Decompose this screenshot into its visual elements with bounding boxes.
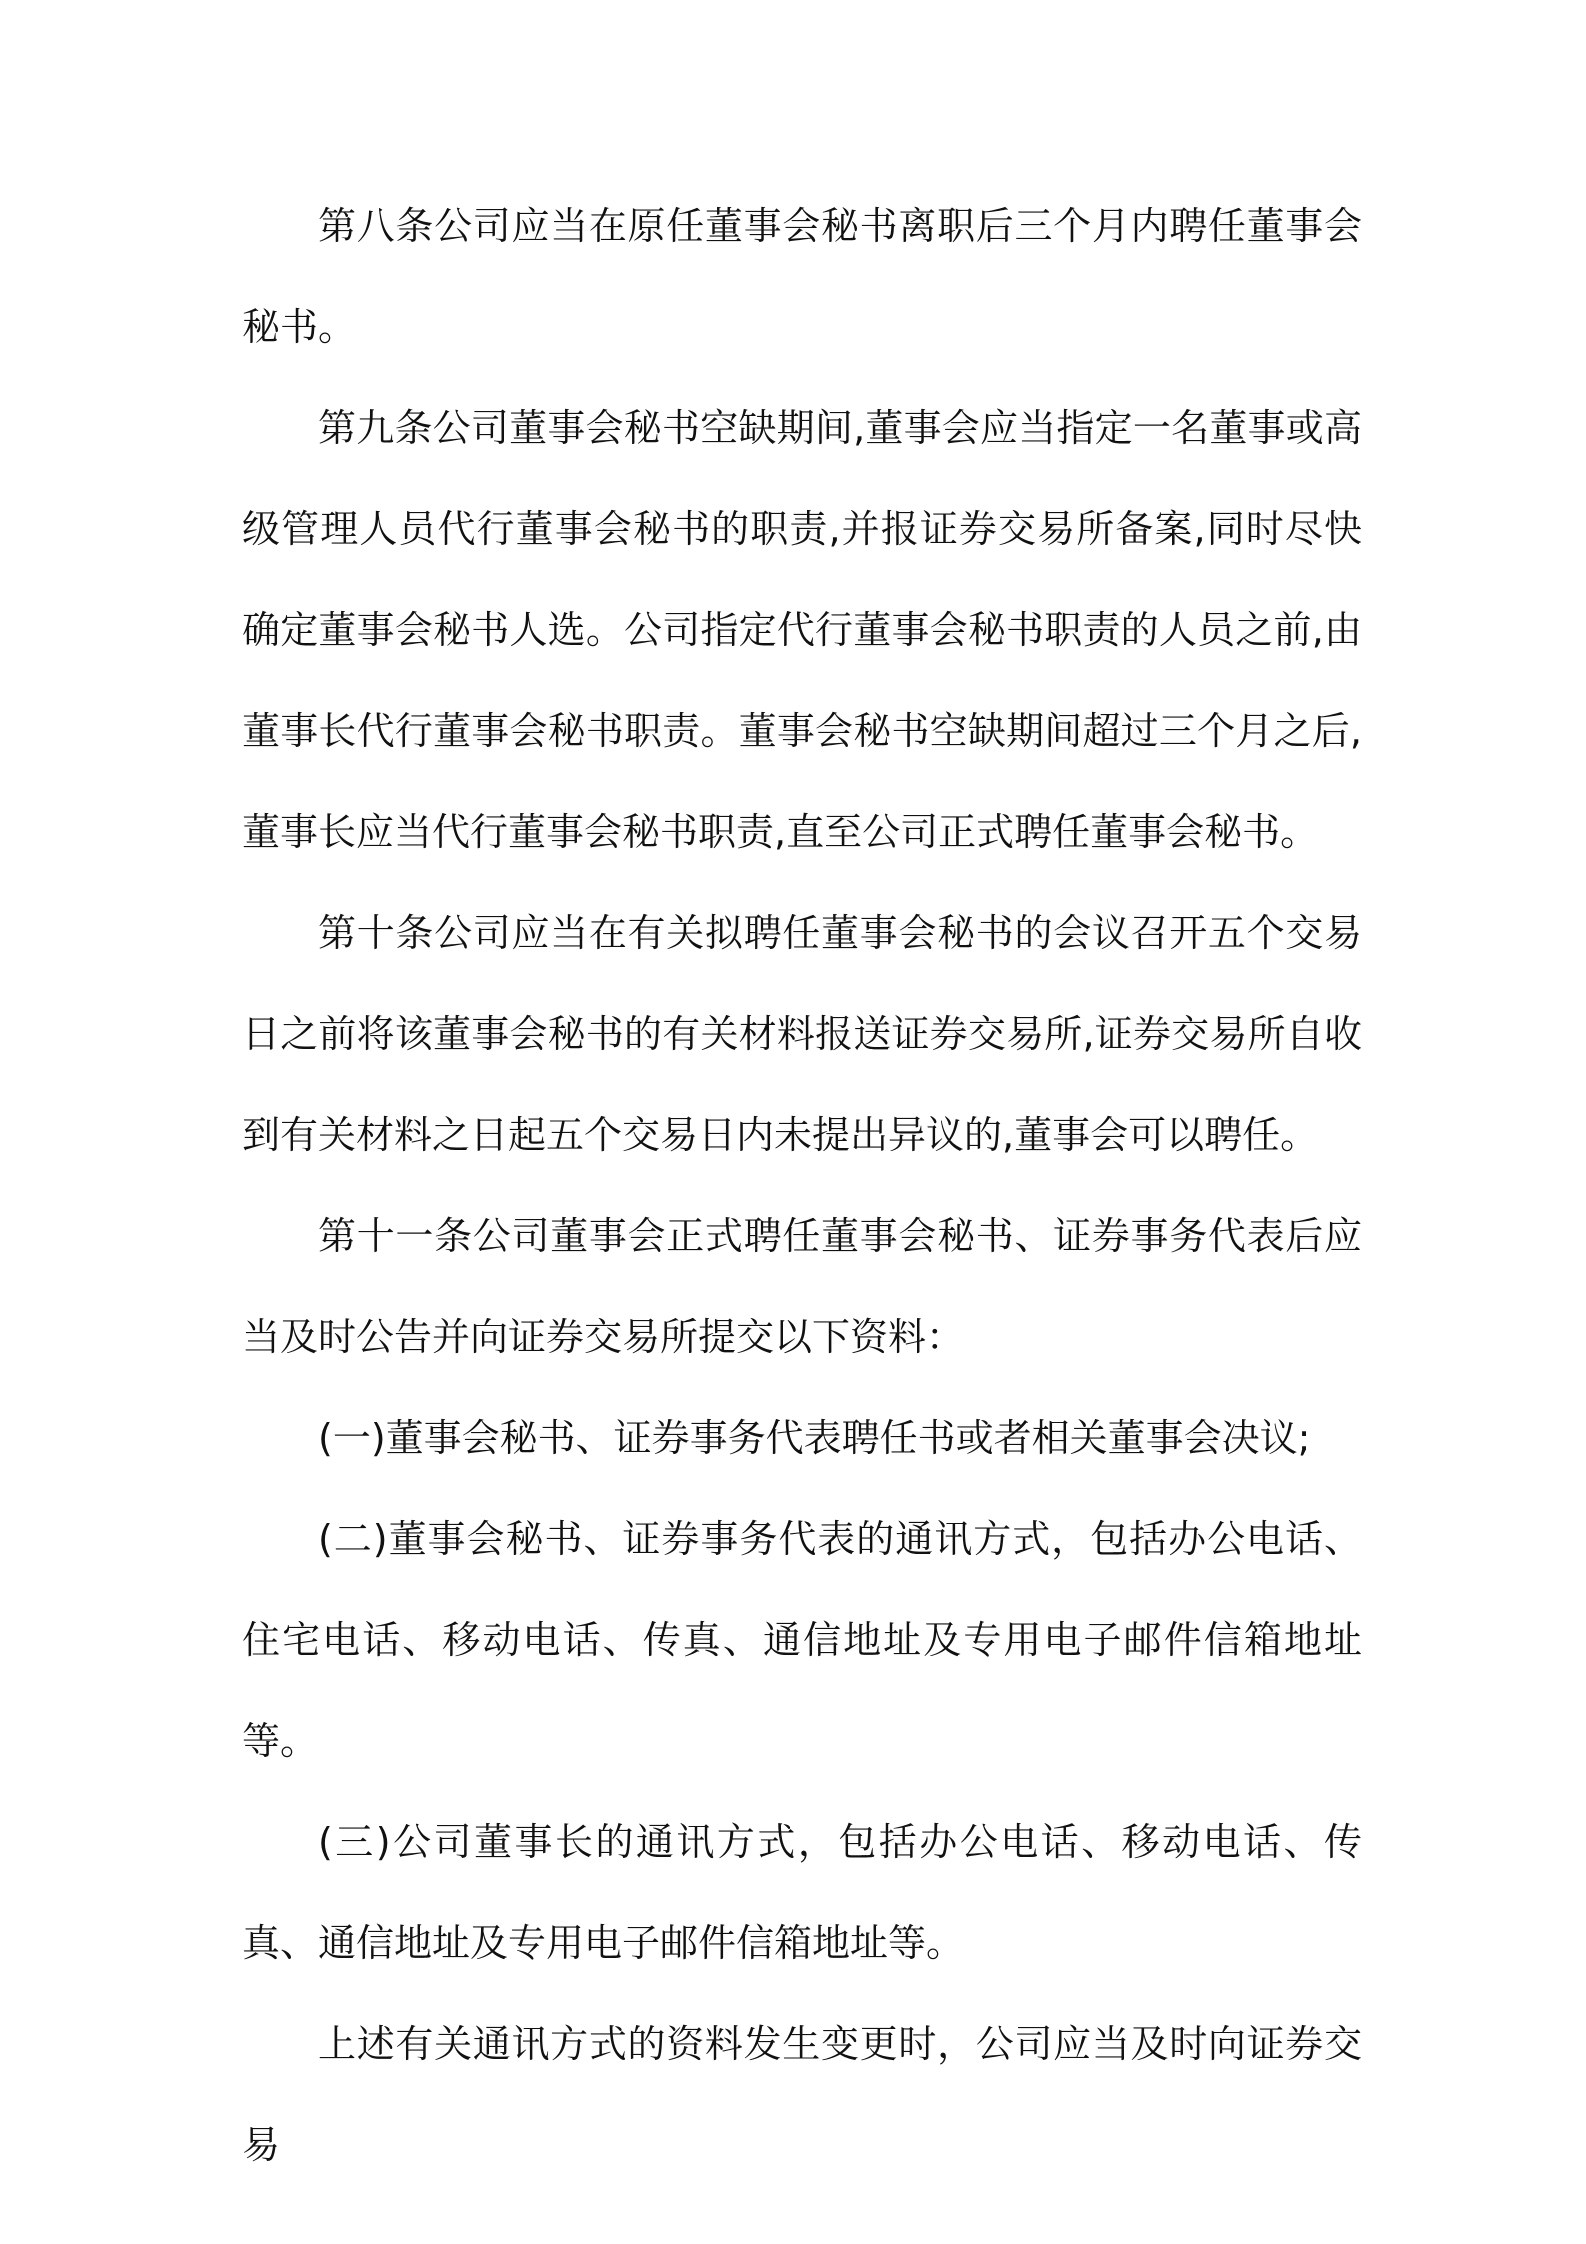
closing-paragraph: 上述有关通讯方式的资料发生变更时，公司应当及时向证券交易 [242, 2022, 1362, 2167]
document-body [242, 176, 1362, 2196]
list-item-1: (一)董事会秘书、证券事务代表聘任书或者相关董事会决议; [318, 1416, 1311, 1460]
article-8-paragraph: 第八条公司应当在原任董事会秘书离职后三个月内聘任董事会秘书。 [242, 204, 1362, 349]
article-9-paragraph: 第九条公司董事会秘书空缺期间,董事会应当指定一名董事或高级管理人员代行董事会秘书的职责,并报证券交易所备案,同时尽快确定董事会秘书人选。公司指定代行董事会秘书职责的人员之前,由董事长代行董事会秘书职责。董事会秘书空缺期间超过三个月之后,董事长应当代行董事会秘书职责,直至公司正式聘任董事会秘书。 [242, 406, 1362, 854]
article-11-paragraph: 第十一条公司董事会正式聘任董事会秘书、证券事务代表后应当及时公告并向证券交易所提交以下资料： [242, 1214, 1362, 1359]
list-item-3: (三)公司董事长的通讯方式，包括办公电话、移动电话、传真、通信地址及专用电子邮件信箱地址等。 [242, 1820, 1362, 1965]
list-item-2: (二)董事会秘书、证券事务代表的通讯方式，包括办公电话、住宅电话、移动电话、传真、通信地址及专用电子邮件信箱地址等。 [242, 1517, 1362, 1763]
article-10-paragraph: 第十条公司应当在有关拟聘任董事会秘书的会议召开五个交易日之前将该董事会秘书的有关材料报送证券交易所,证券交易所自收到有关材料之日起五个交易日内未提出异议的,董事会可以聘任。 [242, 911, 1362, 1157]
